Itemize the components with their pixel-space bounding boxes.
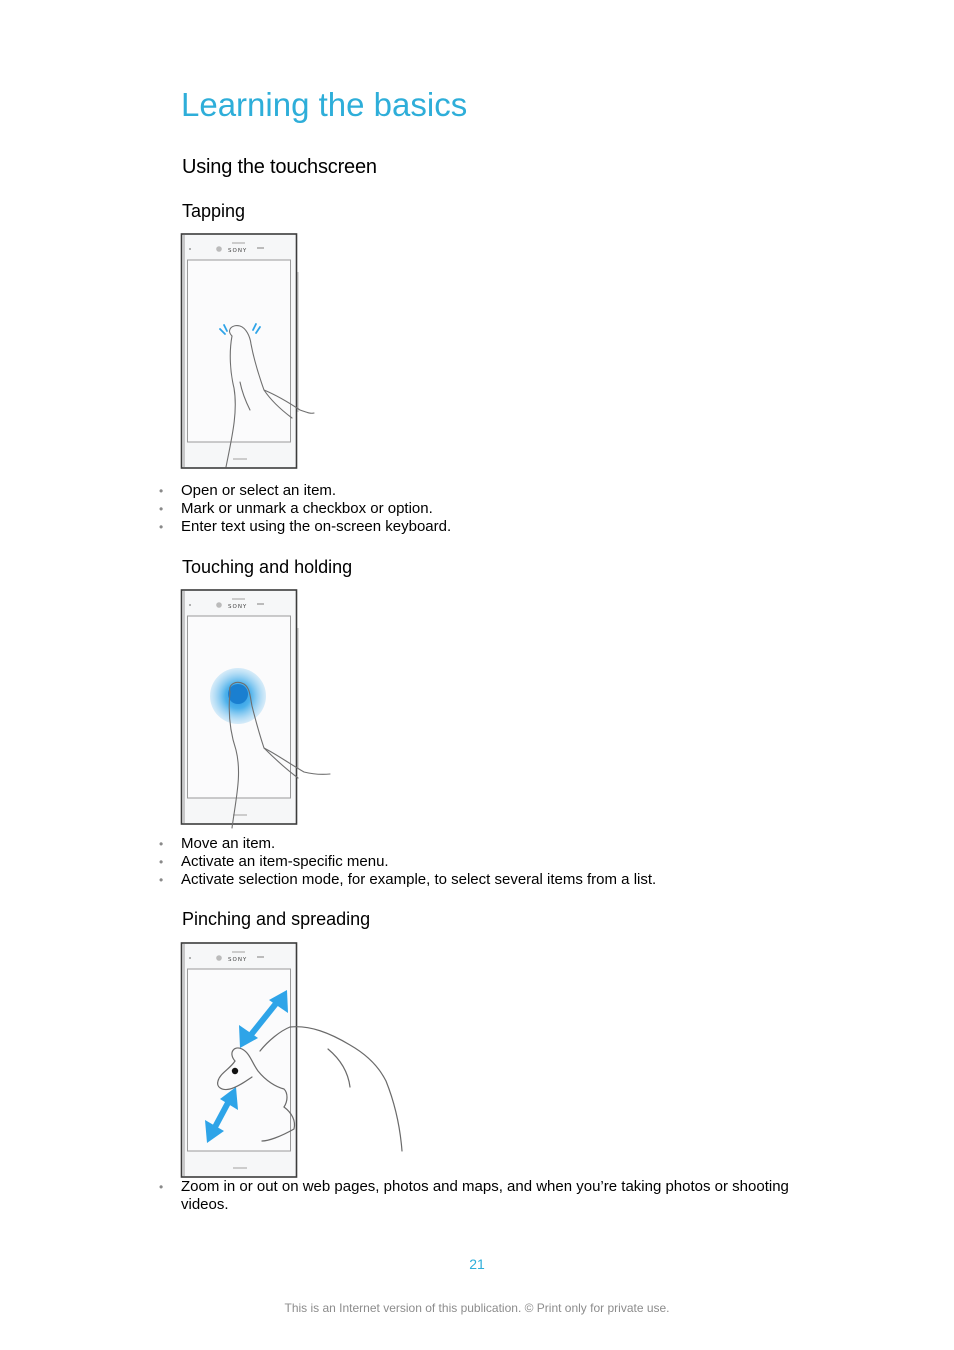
subsection-heading-touch-hold: Touching and holding	[182, 557, 353, 577]
touch-point-icon	[232, 1068, 238, 1074]
list-item: • Activate selection mode, for example, to select several items from a list.	[159, 871, 657, 888]
sony-brand-logo: SONY	[228, 957, 248, 963]
page-title: Learning the basics	[181, 86, 468, 123]
bullet-dot: •	[159, 484, 164, 498]
phone-icon	[182, 943, 297, 1177]
list-item: • Enter text using the on-screen keyboard.	[159, 518, 452, 535]
list-item: • Activate an item-specific menu.	[159, 853, 389, 870]
subsection-heading-tapping: Tapping	[182, 201, 246, 221]
touch-hold-bullet-list	[159, 835, 801, 889]
list-item: • Move an item.	[159, 835, 276, 852]
bullet-dot: •	[159, 520, 164, 534]
bullet-dot: •	[159, 837, 164, 851]
touch-hold-illustration	[180, 588, 420, 838]
tapping-illustration	[180, 232, 420, 482]
pinch-spread-bullet-list	[159, 1178, 801, 1214]
tapping-bullet-list	[159, 482, 801, 536]
sony-brand-logo: SONY	[228, 604, 248, 610]
footer-note: This is an Internet version of this publication. © Print only for private use.	[284, 1301, 670, 1315]
subsection-heading-pinch-spread: Pinching and spreading	[182, 909, 371, 929]
list-item: • Mark or unmark a checkbox or option.	[159, 500, 433, 517]
list-item: • Open or select an item.	[159, 482, 337, 499]
section-heading: Using the touchscreen	[182, 156, 377, 178]
list-item: • Zoom in or out on web pages, photos and maps, and when you’re taking photos or shooting videos.	[159, 1178, 789, 1213]
page-number: 21	[469, 1256, 485, 1272]
bullet-dot: •	[159, 502, 164, 516]
pinch-spread-illustration	[180, 941, 420, 1191]
bullet-dot: •	[159, 1180, 164, 1194]
sony-brand-logo: SONY	[228, 248, 248, 254]
bullet-dot: •	[159, 855, 164, 869]
bullet-dot: •	[159, 873, 164, 887]
phone-icon	[182, 234, 299, 468]
